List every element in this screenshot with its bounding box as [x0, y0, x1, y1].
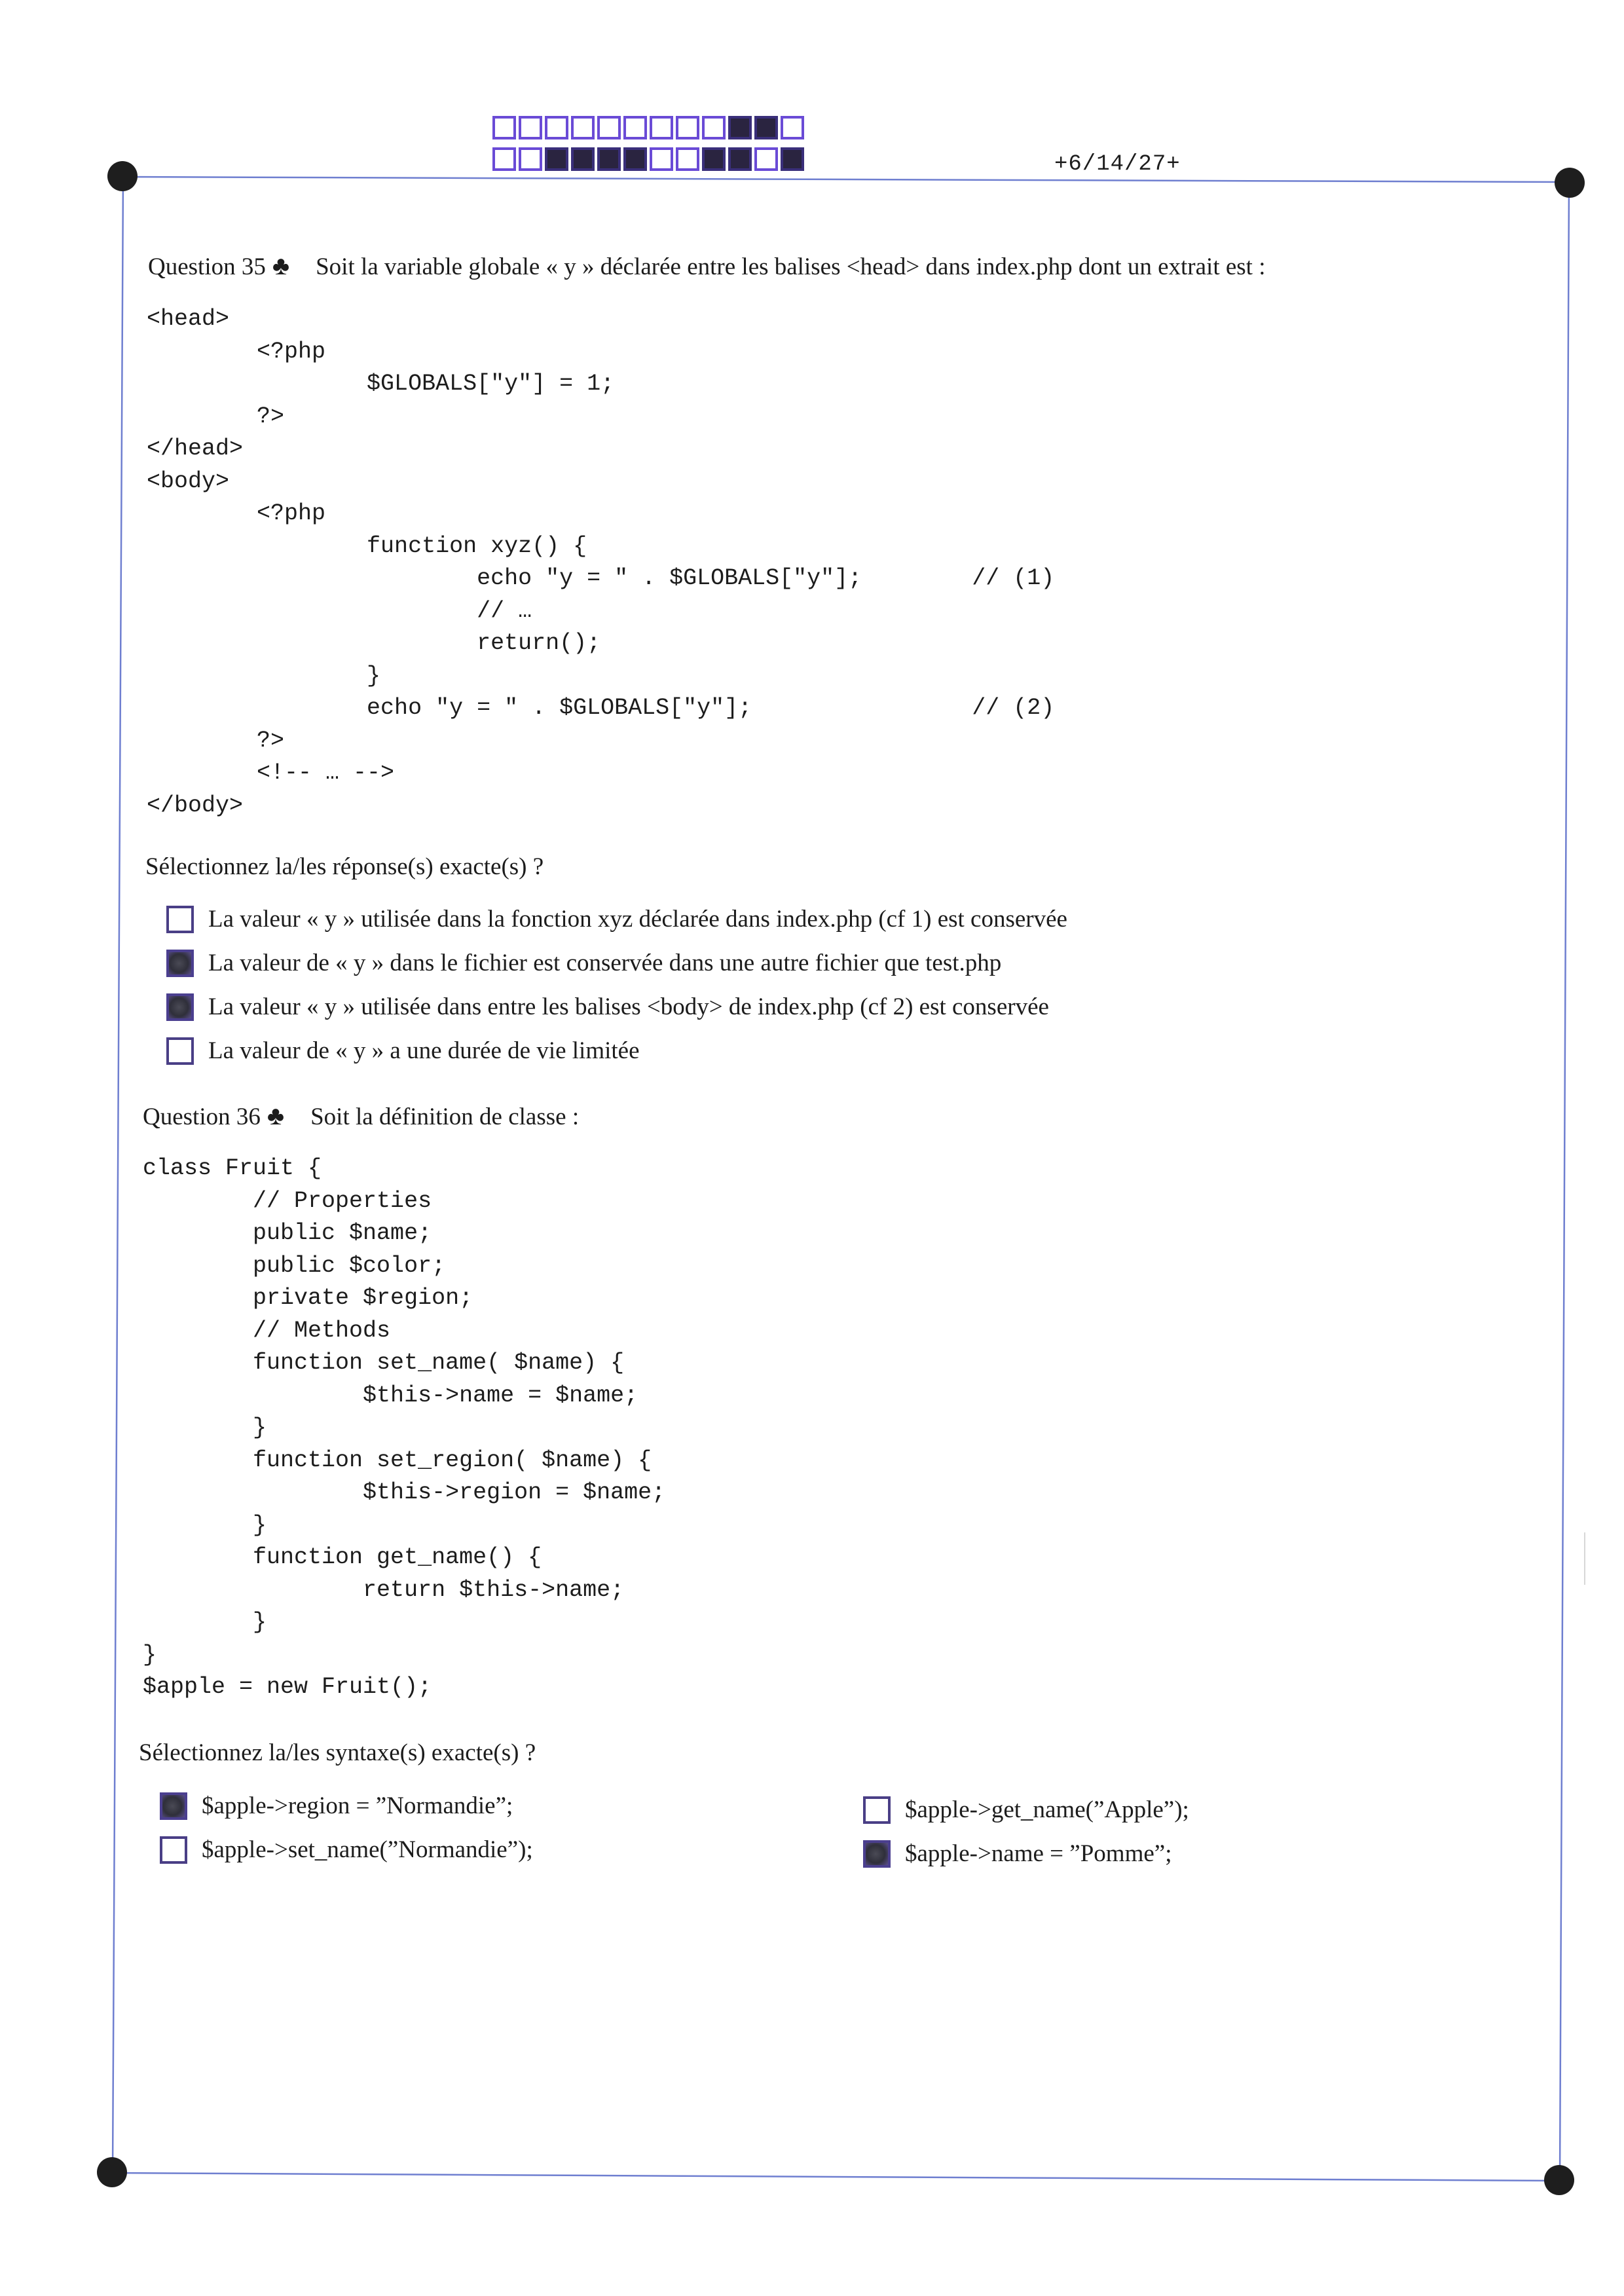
checkbox[interactable]	[863, 1796, 891, 1824]
code-snippet-q36: class Fruit { // Properties public $name; public $color; private $region; // Methods function set_name( $name) { $this->name = $name; } function set_region( $name) { $this->region = $name; } function get_name() { return $this->name; } } $apple = new Fruit();	[143, 1155, 666, 1700]
choice-label: $apple->set_name(”Normandie”);	[202, 1836, 533, 1863]
code-cell	[702, 116, 726, 139]
corner-mark-bottom-right	[1544, 2165, 1574, 2195]
choice-label: La valeur « y » utilisée dans la fonction xyz déclarée dans index.php (cf 1) est conservée	[208, 906, 1067, 933]
code-cell	[545, 147, 568, 171]
answer-choice-q36-2[interactable]	[160, 1836, 533, 1864]
code-cell	[754, 116, 778, 139]
corner-mark-top-right	[1555, 168, 1585, 198]
code-cell	[597, 147, 621, 171]
code-cell	[781, 116, 804, 139]
binary-code-row-1	[492, 116, 807, 139]
corner-mark-top-left	[107, 161, 138, 191]
code-cell	[492, 147, 516, 171]
answer-choice-q36-3[interactable]	[863, 1796, 1189, 1824]
checkbox[interactable]	[160, 1792, 187, 1820]
code-cell	[728, 147, 752, 171]
code-cell	[519, 147, 542, 171]
code-cell	[571, 147, 595, 171]
answer-choice-q36-1[interactable]	[160, 1792, 513, 1820]
code-cell	[597, 116, 621, 139]
answer-prompt-q36: Sélectionnez la/les syntaxe(s) exacte(s) ?	[139, 1739, 536, 1766]
code-snippet-q35: <head> <?php $GLOBALS["y"] = 1; ?> </head> <body> <?php function xyz() { echo "y = " . $GLOBALS["y"]; // (1) // … return(); } echo "y = " . $GLOBALS["y"]; // (2) ?> <!-- … --> </body>	[147, 306, 1055, 819]
code-cell	[781, 147, 804, 171]
answer-prompt-q35: Sélectionnez la/les réponse(s) exacte(s) ?	[145, 853, 544, 880]
code-cell	[623, 147, 647, 171]
binary-code-row-2	[492, 147, 807, 171]
answer-choice-q35-2[interactable]	[166, 949, 1001, 977]
answer-choice-q35-3[interactable]	[166, 993, 1049, 1021]
code-cell	[728, 116, 752, 139]
code-cell	[623, 116, 647, 139]
answer-choice-q35-1[interactable]	[166, 905, 1067, 933]
choice-label: $apple->name = ”Pomme”;	[905, 1840, 1172, 1867]
checkbox[interactable]	[166, 906, 194, 933]
code-cell	[492, 116, 516, 139]
code-cell	[754, 147, 778, 171]
code-cell	[545, 116, 568, 139]
checkbox[interactable]	[166, 993, 194, 1021]
choice-label: La valeur « y » utilisée dans entre les balises <body> de index.php (cf 2) est conservée	[208, 993, 1049, 1020]
code-cell	[676, 116, 699, 139]
checkbox[interactable]	[160, 1836, 187, 1864]
answer-choice-q36-4[interactable]	[863, 1840, 1172, 1868]
code-cell	[650, 116, 673, 139]
checkbox[interactable]	[166, 950, 194, 977]
choice-label: La valeur de « y » dans le fichier est conservée dans une autre fichier que test.php	[208, 950, 1002, 976]
page-identifier: +6/14/27+	[1054, 152, 1181, 177]
code-cell	[571, 116, 595, 139]
code-cell	[676, 147, 699, 171]
question-label: Question 36	[143, 1103, 261, 1130]
choice-label: La valeur de « y » a une durée de vie limitée	[208, 1037, 640, 1064]
answer-choice-q35-4[interactable]	[166, 1037, 640, 1065]
question-35-title	[148, 250, 1265, 281]
code-cell	[702, 147, 726, 171]
club-icon: ♣	[267, 1101, 285, 1130]
choice-label: $apple->get_name(”Apple”);	[905, 1796, 1189, 1823]
checkbox[interactable]	[863, 1840, 891, 1868]
club-icon: ♣	[272, 251, 290, 280]
code-cell	[650, 147, 673, 171]
corner-mark-bottom-left	[97, 2157, 127, 2187]
question-text: Soit la définition de classe :	[310, 1103, 580, 1130]
choice-label: $apple->region = ”Normandie”;	[202, 1792, 513, 1819]
question-label: Question 35	[148, 253, 266, 280]
question-36-title	[143, 1100, 579, 1131]
checkbox[interactable]	[166, 1037, 194, 1065]
question-text: Soit la variable globale « y » déclarée entre les balises <head> dans index.php dont un extrait est :	[316, 253, 1266, 280]
code-cell	[519, 116, 542, 139]
